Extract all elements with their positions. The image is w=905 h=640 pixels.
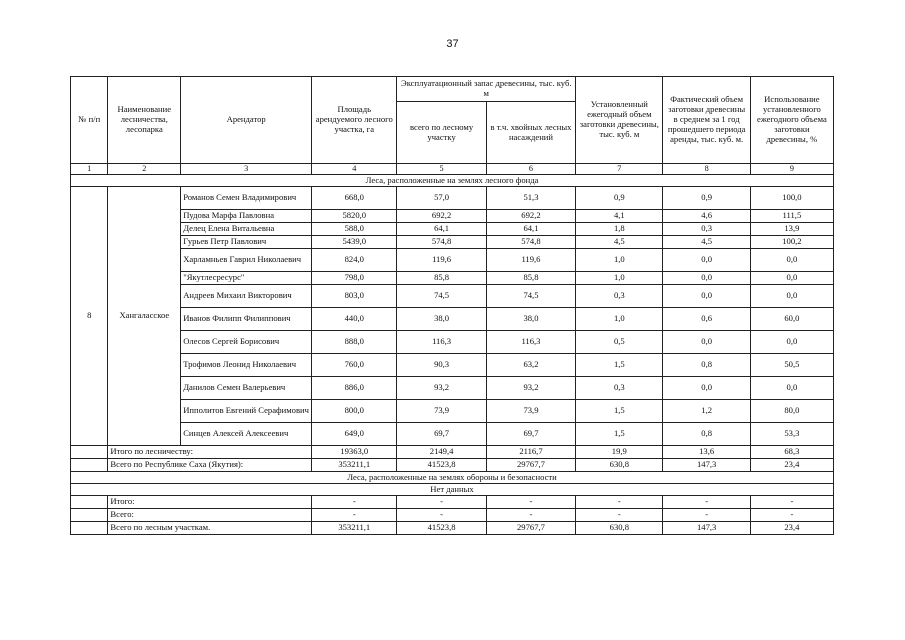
cell-area: 668,0 — [312, 187, 397, 210]
cell-actual: 0,0 — [663, 272, 750, 285]
cell-total: 119,6 — [397, 249, 486, 272]
cell-actual: 0,8 — [663, 423, 750, 446]
cell-usage: 100,2 — [750, 236, 833, 249]
tenant-name: Синцев Алексей Алексеевич — [181, 423, 312, 446]
column-number: 3 — [181, 164, 312, 175]
cell-conifer: 69,7 — [486, 423, 575, 446]
tenant-name: Олесов Сергей Борисович — [181, 331, 312, 354]
cell-area: 803,0 — [312, 285, 397, 308]
table-row — [71, 187, 834, 210]
cell-conifer: 73,9 — [486, 400, 575, 423]
cell-total: 64,1 — [397, 223, 486, 236]
defense-vsego-row — [71, 509, 834, 522]
cell-conifer: 74,5 — [486, 285, 575, 308]
table-row — [71, 331, 834, 354]
cell-total: 38,0 — [397, 308, 486, 331]
column-number-row — [71, 164, 834, 175]
cell-conifer: 29767,7 — [486, 459, 575, 472]
page-number: 37 — [446, 38, 459, 50]
column-number: 7 — [576, 164, 663, 175]
cell-total: 116,3 — [397, 331, 486, 354]
cell-actual: 0,0 — [663, 285, 750, 308]
cell-total: - — [397, 496, 486, 509]
republic-total-row — [71, 459, 834, 472]
empty-cell — [71, 446, 108, 459]
cell-usage: 0,0 — [750, 285, 833, 308]
cell-usage: 23,4 — [750, 522, 833, 535]
defense-itogo-row-label: Итого: — [108, 496, 312, 509]
forest-lease-table — [70, 76, 834, 535]
grand-total-row — [71, 522, 834, 535]
header-actual-volume: Фактический объем заготовки древесины в среднем за 1 год прошедшего периода аренды, тыс. куб. м. — [663, 77, 750, 164]
republic-total-row-label: Всего по Республике Саха (Якутия): — [108, 459, 312, 472]
section-title-defense: Леса, расположенные на землях обороны и безопасности — [71, 472, 834, 484]
cell-actual: 0,0 — [663, 331, 750, 354]
table-row — [71, 272, 834, 285]
cell-annual: 0,9 — [576, 187, 663, 210]
cell-conifer: - — [486, 509, 575, 522]
cell-actual: 0,9 — [663, 187, 750, 210]
cell-conifer: 2116,7 — [486, 446, 575, 459]
cell-actual: - — [663, 496, 750, 509]
cell-total: 90,3 — [397, 354, 486, 377]
cell-usage: 0,0 — [750, 331, 833, 354]
cell-actual: 0,3 — [663, 223, 750, 236]
cell-area: - — [312, 509, 397, 522]
cell-actual: 13,6 — [663, 446, 750, 459]
table-row — [71, 308, 834, 331]
cell-usage: 23,4 — [750, 459, 833, 472]
column-number: 6 — [486, 164, 575, 175]
header-area: Площадь арендуемого лесного участка, га — [312, 77, 397, 164]
cell-actual: 0,6 — [663, 308, 750, 331]
cell-actual: 147,3 — [663, 522, 750, 535]
cell-conifer: - — [486, 496, 575, 509]
forestry-name: Хангаласское — [108, 187, 181, 446]
cell-actual: 1,2 — [663, 400, 750, 423]
header-usage: Использование установленного ежегодного объема заготовки древесины, % — [750, 77, 833, 164]
forestry-number: 8 — [71, 187, 108, 446]
cell-usage: - — [750, 509, 833, 522]
tenant-name: Андреев Михаил Викторович — [181, 285, 312, 308]
cell-conifer: 119,6 — [486, 249, 575, 272]
cell-area: 353211,1 — [312, 459, 397, 472]
column-number: 8 — [663, 164, 750, 175]
cell-usage: 0,0 — [750, 272, 833, 285]
tenant-name: Делец Елена Витальевна — [181, 223, 312, 236]
tenant-name: Данилов Семен Валерьевич — [181, 377, 312, 400]
cell-actual: 4,5 — [663, 236, 750, 249]
cell-conifer: 63,2 — [486, 354, 575, 377]
cell-annual: 4,1 — [576, 210, 663, 223]
cell-actual: 0,0 — [663, 377, 750, 400]
cell-annual: 1,0 — [576, 272, 663, 285]
grand-total-row-label: Всего по лесным участкам. — [108, 522, 312, 535]
header-tenant: Арендатор — [181, 77, 312, 164]
header-stock-total: всего по лесному участку — [397, 102, 486, 164]
cell-total: 93,2 — [397, 377, 486, 400]
cell-usage: 111,5 — [750, 210, 833, 223]
cell-usage: 80,0 — [750, 400, 833, 423]
column-number: 5 — [397, 164, 486, 175]
cell-usage: 68,3 — [750, 446, 833, 459]
cell-total: 41523,8 — [397, 522, 486, 535]
cell-actual: 0,0 — [663, 249, 750, 272]
cell-area: 5820,0 — [312, 210, 397, 223]
cell-conifer: 38,0 — [486, 308, 575, 331]
cell-usage: 53,3 — [750, 423, 833, 446]
cell-annual: 630,8 — [576, 522, 663, 535]
table-row — [71, 400, 834, 423]
cell-annual: 19,9 — [576, 446, 663, 459]
cell-annual: 630,8 — [576, 459, 663, 472]
cell-area: 886,0 — [312, 377, 397, 400]
cell-annual: - — [576, 509, 663, 522]
table-row — [71, 377, 834, 400]
cell-annual: 1,5 — [576, 400, 663, 423]
cell-area: 760,0 — [312, 354, 397, 377]
cell-annual: 1,0 — [576, 308, 663, 331]
cell-total: 85,8 — [397, 272, 486, 285]
column-number: 9 — [750, 164, 833, 175]
empty-cell — [71, 522, 108, 535]
header-forestry: Наименование лесничества, лесопарка — [108, 77, 181, 164]
cell-area: 353211,1 — [312, 522, 397, 535]
cell-usage: 50,5 — [750, 354, 833, 377]
cell-conifer: 64,1 — [486, 223, 575, 236]
cell-area: 824,0 — [312, 249, 397, 272]
cell-area: 649,0 — [312, 423, 397, 446]
cell-conifer: 116,3 — [486, 331, 575, 354]
header-annual-volume: Установленный ежегодный объем заготовки древесины, тыс. куб. м — [576, 77, 663, 164]
tenant-name: Ипполитов Евгений Серафимович — [181, 400, 312, 423]
cell-annual: 0,3 — [576, 285, 663, 308]
table-row — [71, 285, 834, 308]
cell-area: 588,0 — [312, 223, 397, 236]
tenant-name: Трофимов Леонид Николаевич — [181, 354, 312, 377]
column-number: 4 — [312, 164, 397, 175]
tenant-name: Пудова Марфа Павловна — [181, 210, 312, 223]
cell-total: 74,5 — [397, 285, 486, 308]
cell-area: - — [312, 496, 397, 509]
cell-total: 73,9 — [397, 400, 486, 423]
table-row — [71, 223, 834, 236]
cell-area: 800,0 — [312, 400, 397, 423]
cell-conifer: 574,8 — [486, 236, 575, 249]
cell-total: 2149,4 — [397, 446, 486, 459]
tenant-name: "Якутлесресурс" — [181, 272, 312, 285]
empty-cell — [71, 509, 108, 522]
cell-annual: - — [576, 496, 663, 509]
cell-conifer: 29767,7 — [486, 522, 575, 535]
cell-annual: 1,5 — [576, 354, 663, 377]
cell-conifer: 93,2 — [486, 377, 575, 400]
header-stock-conifer: в т.ч. хвойных лесных насаждений — [486, 102, 575, 164]
header-stock-group: Эксплуатационный запас древесины, тыс. куб. м — [397, 77, 576, 102]
table-row — [71, 210, 834, 223]
cell-usage: 60,0 — [750, 308, 833, 331]
forestry-total-row — [71, 446, 834, 459]
column-number: 2 — [108, 164, 181, 175]
tenant-name: Гурьев Петр Павлович — [181, 236, 312, 249]
cell-area: 798,0 — [312, 272, 397, 285]
tenant-name: Иванов Филипп Филиппович — [181, 308, 312, 331]
cell-usage: 0,0 — [750, 377, 833, 400]
cell-actual: - — [663, 509, 750, 522]
cell-usage: 13,9 — [750, 223, 833, 236]
cell-conifer: 51,3 — [486, 187, 575, 210]
cell-area: 888,0 — [312, 331, 397, 354]
defense-vsego-row-label: Всего: — [108, 509, 312, 522]
cell-total: 692,2 — [397, 210, 486, 223]
cell-annual: 4,5 — [576, 236, 663, 249]
cell-area: 19363,0 — [312, 446, 397, 459]
cell-actual: 4,6 — [663, 210, 750, 223]
cell-total: - — [397, 509, 486, 522]
cell-usage: 0,0 — [750, 249, 833, 272]
table-row — [71, 236, 834, 249]
no-data-label: Нет данных — [71, 484, 834, 496]
cell-area: 440,0 — [312, 308, 397, 331]
cell-total: 69,7 — [397, 423, 486, 446]
cell-actual: 147,3 — [663, 459, 750, 472]
table-row — [71, 423, 834, 446]
cell-total: 57,0 — [397, 187, 486, 210]
cell-annual: 0,3 — [576, 377, 663, 400]
empty-cell — [71, 496, 108, 509]
empty-cell — [71, 459, 108, 472]
cell-usage: - — [750, 496, 833, 509]
cell-annual: 0,5 — [576, 331, 663, 354]
cell-annual: 1,0 — [576, 249, 663, 272]
defense-itogo-row — [71, 496, 834, 509]
cell-conifer: 85,8 — [486, 272, 575, 285]
cell-annual: 1,8 — [576, 223, 663, 236]
tenant-name: Романов Семен Владимирович — [181, 187, 312, 210]
cell-actual: 0,8 — [663, 354, 750, 377]
cell-usage: 100,0 — [750, 187, 833, 210]
section-title-forest-fund: Леса, расположенные на землях лесного фонда — [71, 175, 834, 187]
table-row — [71, 354, 834, 377]
header-number: № п/п — [71, 77, 108, 164]
cell-total: 574,8 — [397, 236, 486, 249]
cell-total: 41523,8 — [397, 459, 486, 472]
column-number: 1 — [71, 164, 108, 175]
cell-annual: 1,5 — [576, 423, 663, 446]
tenant-name: Харламньев Гаврил Николаевич — [181, 249, 312, 272]
cell-conifer: 692,2 — [486, 210, 575, 223]
cell-area: 5439,0 — [312, 236, 397, 249]
table-row — [71, 249, 834, 272]
forestry-total-row-label: Итого по лесничеству: — [108, 446, 312, 459]
